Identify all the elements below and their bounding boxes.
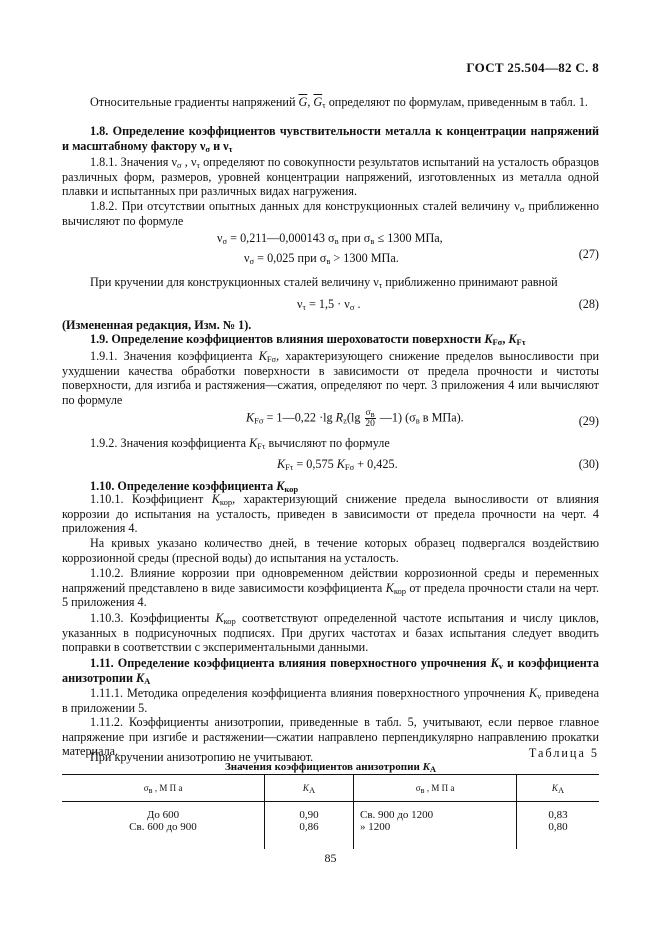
equation-number-27: (27) xyxy=(578,247,599,261)
gradient-g-tau: $\overline{G}$ xyxy=(313,95,323,109)
cell-sigma-ranges-1: До 600 Св. 600 до 900 xyxy=(129,809,197,833)
header-ka-2: $K_A$ xyxy=(517,775,600,802)
cell-ka-values-1: 0,90 0,86 xyxy=(265,802,354,850)
equation-number-29: (29) xyxy=(578,414,599,428)
header-sigma-2: $\sigma_в$ , М П а xyxy=(354,775,517,802)
page-header: ГОСТ 25.504—82 С. 8 xyxy=(466,60,599,75)
paragraph-1-10-2: 1.10.2. Влияние коррозии при одновременном действии коррозионной среды и переменных напряжений представлено в виде зависимости коэффициента $K_{кор}$ от предела прочности стали на черт. 5 приложения 4. xyxy=(62,566,599,609)
table-header-row xyxy=(62,775,599,802)
page-number: 85 xyxy=(324,851,337,865)
formula-27-line-1: $\nu_\sigma$ = 0,211—0,000143 $\sigma_в$ при $\sigma_в \le 1300$ МПа, xyxy=(217,231,443,246)
formula-30: $K_{F\tau} = 0,575$ $K_{F\sigma} + 0,425$. xyxy=(277,457,398,472)
paragraph-curves: На кривых указано количество дней, в течение которых образец подвергался воздействию коррозионной среды (пресной воды) до испытания на усталость. xyxy=(62,536,599,565)
equation-number-28: (28) xyxy=(578,297,599,311)
paragraph-1-8-1: 1.8.1. Значения $\nu_\sigma$ , $\nu_\tau$ определяют по совокупности результатов испытаний на усталость образцов различных форм, размеров, уровней концентрации напряжений, изготовленных из металла одной плавки и испытанных при различных видах нагружения. xyxy=(62,155,599,198)
paragraph-1-11-1: 1.11.1. Методика определения коэффициента влияния поверхностного упрочнения $K_v$ приведена в приложении 5. xyxy=(62,686,599,715)
paragraph-1-9-1: 1.9.1. Значения коэффициента $K_{F\sigma}$, характеризующего снижение пределов выносливости при ухудшении качества обработки поверхности в зависимости от предела прочности и чистоты поверхности, для изгиба и растяжения—сжатия, определяют по черт. 3 приложения 4 или вычисляют по формуле xyxy=(62,349,599,407)
table-title: Значения коэффициентов анизотропии $K_A$ xyxy=(224,761,437,774)
section-1-10-heading: 1.10. Определение коэффициента $K_{кор}$ xyxy=(90,479,299,494)
table-label: Таблица 5 xyxy=(528,746,599,760)
section-1-9-heading: 1.9. Определение коэффициентов влияния шероховатости поверхности $K_{F\sigma}$, $K_{F\tau}$ xyxy=(90,332,526,347)
table-row xyxy=(62,802,599,850)
paragraph-gradients: Относительные градиенты напряжений $\overline{G}$, $\overline{G}_\tau$ определяют по формулам, приведенным в табл. 1. xyxy=(90,95,588,110)
fraction-sigma-over-20: $\frac{\sigma_в}{20}$ xyxy=(365,408,375,429)
anisotropy-table xyxy=(62,774,599,849)
gradient-g: $\overline{G}$ xyxy=(298,95,308,109)
formula-29: $K_{F\sigma}$ = 1—0,22 ·lg $R_z(\lg$ $\frac{\sigma_в}{20}$ —1) ($\sigma_в$ в МПа). xyxy=(246,408,464,429)
paragraph-torsion-anisotropy: При кручении анизотропию не учитывают. xyxy=(90,750,314,764)
paragraph-1-11-2: 1.11.2. Коэффициенты анизотропии, приведенные в табл. 5, учитывают, если первое главное напряжение при изгибе и растяжении—сжатии направлено перпендикулярно направлению прокатки материала. xyxy=(62,715,599,758)
section-1-11-heading: 1.11. Определение коэффициента влияния поверхностного упрочнения $K_v$ и коэффициента анизотропии $K_A$ xyxy=(62,656,599,686)
paragraph-1-8-2: 1.8.2. При отсутствии опытных данных для конструкционных сталей величину $\nu_\sigma$ приближенно вычисляют по формуле xyxy=(62,199,600,228)
equation-number-30: (30) xyxy=(578,457,599,471)
edit-note: (Измененная редакция, Изм. № 1). xyxy=(62,318,252,332)
formula-28: $\nu_\tau = 1,5 \cdot \nu_\sigma$ . xyxy=(297,297,361,312)
paragraph-1-10-3: 1.10.3. Коэффициенты $K_{кор}$ соответствуют определенной частоте испытания и числу циклов, указанных в подрисуночных подписях. При других частотах и базах испытания следует вводить поправки в соответствии с экспериментальными данными. xyxy=(62,611,599,654)
cell-ka-values-2: 0,83 0,80 xyxy=(517,802,600,850)
formula-27-line-2: $\nu_\sigma = 0,025$ при $\sigma_в > 1300$ МПа. xyxy=(244,251,399,266)
paragraph-torsion: При кручении для конструкционных сталей величину $\nu_\tau$ приближенно принимают равной xyxy=(90,275,558,290)
section-1-8-heading: 1.8. Определение коэффициентов чувствительности металла к концентрации напряжений и масштабному фактору $\nu_\sigma$ и $\nu_\tau$ xyxy=(62,124,599,154)
header-ka-1: $K_A$ xyxy=(265,775,354,802)
paragraph-1-9-2: 1.9.2. Значения коэффициента $K_{F\tau}$ вычисляют по формуле xyxy=(90,436,390,451)
cell-sigma-ranges-2: Св. 900 до 1200 » 1200 xyxy=(354,802,517,850)
header-sigma-1: $\sigma_в$ , М П а xyxy=(62,775,265,802)
paragraph-1-10-1: 1.10.1. Коэффициент $K_{кор}$, характеризующий снижение предела выносливости от влияния коррозии до испытания на усталость, приведен в зависимости от предела прочности на черт. 4 приложения 4. xyxy=(62,492,599,535)
